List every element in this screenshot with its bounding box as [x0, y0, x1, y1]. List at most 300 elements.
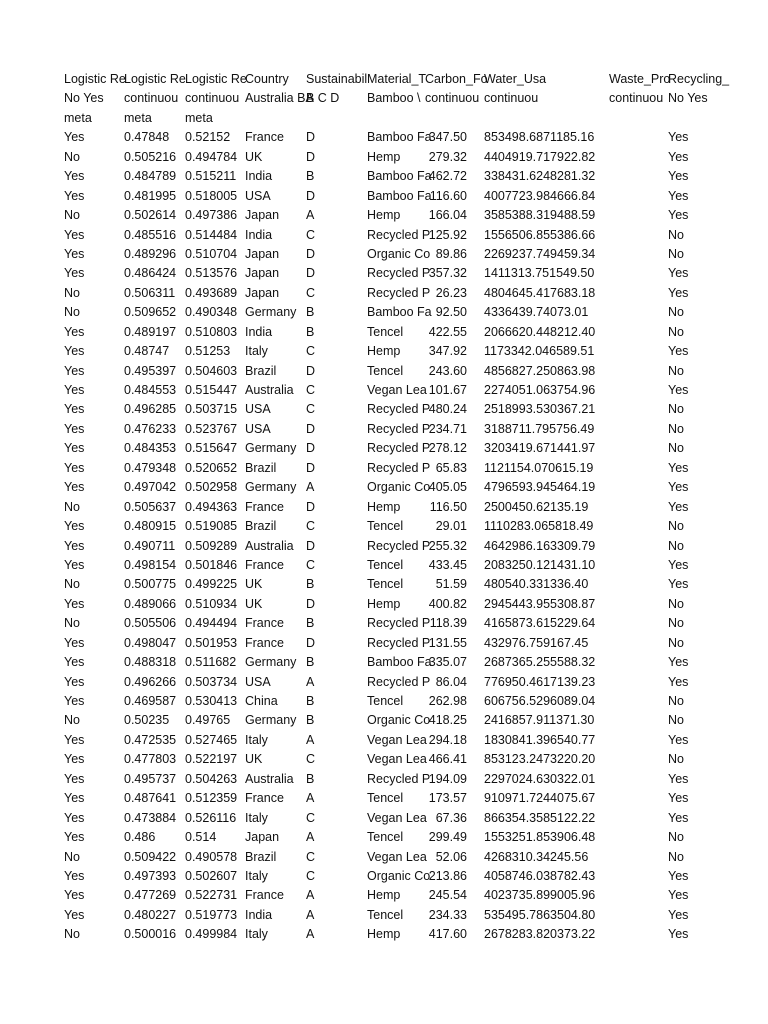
- table-cell[interactable]: 101.67: [428, 383, 467, 397]
- table-cell[interactable]: No: [668, 402, 684, 417]
- table-cell[interactable]: Yes: [64, 169, 85, 184]
- table-cell[interactable]: Recycled P: [367, 674, 431, 689]
- table-cell[interactable]: Yes: [668, 266, 689, 281]
- table-cell[interactable]: Brazil: [245, 460, 277, 475]
- table-cell[interactable]: 243.60: [428, 363, 467, 378]
- table-cell[interactable]: No: [64, 577, 80, 592]
- table-cell[interactable]: India: [245, 227, 273, 242]
- table-cell[interactable]: France: [245, 499, 284, 514]
- table-cell[interactable]: 0.500016: [124, 927, 177, 942]
- table-cell[interactable]: 405.05: [428, 480, 467, 495]
- table-cell[interactable]: Recycled P: [367, 227, 431, 242]
- table-cell[interactable]: USA: [245, 188, 271, 203]
- table-cell[interactable]: 4336439.74073.01: [484, 305, 589, 320]
- table-cell[interactable]: 3585388.319488.59: [484, 208, 596, 223]
- table-cell[interactable]: USA: [245, 402, 271, 417]
- table-cell[interactable]: B: [306, 713, 315, 728]
- table-cell[interactable]: 357.32: [428, 266, 467, 281]
- table-cell[interactable]: 0.499225: [185, 577, 238, 592]
- table-cell[interactable]: Italy: [245, 868, 268, 883]
- table-cell[interactable]: 0.519773: [185, 907, 238, 922]
- table-cell[interactable]: 853498.6871185.16: [484, 130, 595, 145]
- table-cell[interactable]: 0.503715: [185, 402, 238, 417]
- table-cell[interactable]: 0.519085: [185, 519, 238, 534]
- table-cell[interactable]: Carbon_Fo: [425, 72, 488, 86]
- table-cell[interactable]: Australia BA: [245, 91, 314, 106]
- table-cell[interactable]: 0.494363: [185, 499, 238, 514]
- table-cell[interactable]: 347.92: [428, 344, 467, 359]
- table-cell[interactable]: Yes: [668, 771, 689, 786]
- table-cell[interactable]: Logistic Re: [64, 72, 126, 86]
- table-cell[interactable]: A: [306, 732, 315, 747]
- table-cell[interactable]: 0.52152: [185, 130, 231, 145]
- table-cell[interactable]: Recycled P: [367, 266, 431, 281]
- table-cell[interactable]: 2297024.630322.01: [484, 771, 596, 786]
- table-cell[interactable]: Italy: [245, 344, 268, 359]
- table-cell[interactable]: No: [668, 616, 684, 631]
- table-cell[interactable]: 3203419.671441.97: [484, 441, 596, 456]
- table-cell[interactable]: Hemp: [367, 149, 401, 164]
- table-cell[interactable]: 0.495737: [124, 771, 177, 786]
- table-cell[interactable]: D: [306, 363, 316, 378]
- table-cell[interactable]: 0.512359: [185, 791, 238, 806]
- table-cell[interactable]: Logistic Re: [185, 72, 247, 86]
- table-cell[interactable]: Yes: [668, 888, 689, 903]
- table-cell[interactable]: Yes: [64, 130, 85, 145]
- table-cell[interactable]: Yes: [668, 927, 689, 942]
- table-cell[interactable]: No: [64, 499, 80, 514]
- table-cell[interactable]: 0.476233: [124, 421, 177, 436]
- table-cell[interactable]: 0.497042: [124, 480, 177, 495]
- table-cell[interactable]: No: [668, 421, 684, 436]
- table-cell[interactable]: Recycled P: [367, 402, 431, 417]
- table-cell[interactable]: Yes: [668, 460, 689, 475]
- table-cell[interactable]: 776950.4617139.23: [484, 674, 596, 689]
- table-cell[interactable]: 4856827.250863.98: [484, 363, 596, 378]
- table-cell[interactable]: 0.503734: [185, 674, 238, 689]
- table-cell[interactable]: D: [306, 538, 316, 553]
- table-cell[interactable]: 0.498154: [124, 557, 177, 572]
- table-cell[interactable]: USA: [245, 674, 271, 689]
- table-cell[interactable]: 0.489066: [124, 596, 177, 611]
- table-cell[interactable]: 294.18: [428, 732, 467, 747]
- table-cell[interactable]: 0.510704: [185, 246, 238, 261]
- table-cell[interactable]: Organic Co: [367, 713, 431, 728]
- table-cell[interactable]: A: [306, 888, 315, 903]
- table-cell[interactable]: Organic Co: [367, 868, 431, 883]
- table-cell[interactable]: B: [306, 694, 315, 708]
- table-cell[interactable]: Yes: [64, 674, 85, 689]
- table-cell[interactable]: 213.86: [428, 868, 467, 883]
- table-cell[interactable]: 0.520652: [185, 460, 238, 475]
- table-cell[interactable]: 166.04: [428, 208, 467, 223]
- table-cell[interactable]: 0.480915: [124, 519, 177, 534]
- table-cell[interactable]: 278.12: [428, 441, 467, 456]
- table-cell[interactable]: 0.469587: [124, 694, 177, 708]
- table-cell[interactable]: 0.484789: [124, 169, 177, 184]
- table-cell[interactable]: 0.489197: [124, 324, 177, 339]
- table-cell[interactable]: continuou: [185, 91, 240, 106]
- table-cell[interactable]: Tencel: [367, 907, 404, 922]
- table-cell[interactable]: 338431.6248281.32: [484, 169, 596, 184]
- table-cell[interactable]: Tencel: [367, 324, 404, 339]
- table-cell[interactable]: 0.505506: [124, 616, 177, 631]
- table-cell[interactable]: 0.490578: [185, 849, 238, 864]
- table-cell[interactable]: 4023735.899005.96: [484, 888, 596, 903]
- table-cell[interactable]: 0.530413: [185, 694, 238, 708]
- table-cell[interactable]: 432976.759167.45: [484, 635, 589, 650]
- table-cell[interactable]: Yes: [64, 344, 85, 359]
- table-cell[interactable]: No: [668, 713, 684, 728]
- table-cell[interactable]: Japan: [245, 246, 280, 261]
- table-cell[interactable]: 4804645.417683.18: [484, 285, 596, 300]
- table-cell[interactable]: 0.502607: [185, 868, 238, 883]
- table-cell[interactable]: No: [64, 305, 80, 320]
- table-cell[interactable]: 0.513576: [185, 266, 238, 281]
- table-cell[interactable]: 234.33: [428, 907, 467, 922]
- table-cell[interactable]: 2500450.62135.19: [484, 499, 589, 514]
- table-cell[interactable]: continuou: [484, 91, 539, 106]
- table-cell[interactable]: Yes: [64, 635, 85, 650]
- table-cell[interactable]: B: [306, 577, 315, 592]
- table-cell[interactable]: Yes: [64, 266, 85, 281]
- table-cell[interactable]: Yes: [64, 557, 85, 572]
- table-cell[interactable]: D: [306, 421, 316, 436]
- table-cell[interactable]: 1553251.853906.48: [484, 830, 596, 845]
- table-cell[interactable]: Yes: [64, 752, 85, 767]
- table-cell[interactable]: 2416857.911371.30: [484, 713, 595, 728]
- table-cell[interactable]: 0.495397: [124, 363, 177, 378]
- table-cell[interactable]: No: [668, 305, 684, 320]
- table-cell[interactable]: 0.50235: [124, 713, 170, 728]
- table-cell[interactable]: Yes: [64, 480, 85, 495]
- table-cell[interactable]: 1411313.751549.50: [484, 266, 595, 281]
- table-cell[interactable]: Yes: [668, 149, 689, 164]
- table-cell[interactable]: 299.49: [428, 830, 467, 845]
- table-cell[interactable]: B: [306, 324, 315, 339]
- table-cell[interactable]: 29.01: [435, 519, 467, 534]
- table-cell[interactable]: D: [306, 130, 316, 145]
- table-cell[interactable]: 0.502614: [124, 208, 177, 223]
- table-cell[interactable]: B: [306, 169, 315, 184]
- table-cell[interactable]: C: [306, 810, 316, 825]
- table-cell[interactable]: 65.83: [435, 460, 467, 475]
- table-cell[interactable]: 0.477803: [124, 752, 177, 767]
- table-cell[interactable]: D: [306, 246, 316, 261]
- table-cell[interactable]: 335.07: [428, 655, 467, 670]
- table-cell[interactable]: France: [245, 557, 284, 572]
- table-cell[interactable]: No: [668, 596, 684, 611]
- table-cell[interactable]: 0.490711: [124, 538, 176, 553]
- table-cell[interactable]: Yes: [64, 421, 85, 436]
- table-cell[interactable]: Japan: [245, 266, 280, 281]
- table-cell[interactable]: 2518993.530367.21: [484, 402, 596, 417]
- table-cell[interactable]: Yes: [64, 596, 85, 611]
- table-cell[interactable]: Yes: [64, 771, 85, 786]
- table-cell[interactable]: Australia: [245, 538, 294, 553]
- table-cell[interactable]: 2274051.063754.96: [484, 383, 596, 397]
- table-cell[interactable]: No Yes: [668, 91, 708, 106]
- table-cell[interactable]: 26.23: [435, 285, 467, 300]
- table-cell[interactable]: No: [64, 849, 80, 864]
- table-cell[interactable]: Germany: [245, 480, 297, 495]
- table-cell[interactable]: 417.60: [428, 927, 467, 942]
- table-cell[interactable]: Yes: [64, 655, 85, 670]
- table-cell[interactable]: D: [306, 460, 316, 475]
- table-cell[interactable]: Italy: [245, 810, 268, 825]
- table-cell[interactable]: Yes: [668, 907, 689, 922]
- table-cell[interactable]: 0.522731: [185, 888, 238, 903]
- table-cell[interactable]: Organic Co: [367, 480, 431, 495]
- table-cell[interactable]: China: [245, 694, 278, 708]
- table-cell[interactable]: 910971.7244075.67: [484, 791, 596, 806]
- table-cell[interactable]: 466.41: [428, 752, 467, 767]
- table-cell[interactable]: C: [306, 752, 316, 767]
- table-cell[interactable]: No: [668, 363, 684, 378]
- table-cell[interactable]: Yes: [668, 557, 689, 572]
- table-cell[interactable]: 2687365.255588.32: [484, 655, 596, 670]
- table-cell[interactable]: Japan: [245, 208, 280, 223]
- table-cell[interactable]: 347.50: [428, 130, 467, 145]
- table-cell[interactable]: 0.485516: [124, 227, 177, 242]
- table-cell[interactable]: 118.39: [429, 616, 467, 631]
- table-cell[interactable]: USA: [245, 421, 271, 436]
- table-cell[interactable]: 0.511682: [185, 655, 237, 670]
- table-cell[interactable]: 0.481995: [124, 188, 177, 203]
- table-cell[interactable]: Yes: [64, 188, 85, 203]
- table-cell[interactable]: 4058746.038782.43: [484, 868, 596, 883]
- table-cell[interactable]: 422.55: [428, 324, 467, 339]
- table-cell[interactable]: 131.55: [428, 635, 467, 650]
- table-cell[interactable]: 1121154.070615.19: [484, 460, 594, 475]
- table-cell[interactable]: 86.04: [435, 674, 467, 689]
- table-cell[interactable]: 480540.331336.40: [484, 577, 589, 592]
- table-cell[interactable]: 4642986.163309.79: [484, 538, 596, 553]
- table-cell[interactable]: meta: [64, 110, 92, 125]
- table-cell[interactable]: Hemp: [367, 927, 401, 942]
- table-cell[interactable]: 125.92: [428, 227, 467, 242]
- table-cell[interactable]: Sustainabil: [306, 72, 368, 86]
- table-cell[interactable]: No: [668, 849, 684, 864]
- table-cell[interactable]: No: [668, 752, 684, 767]
- table-cell[interactable]: Yes: [64, 888, 85, 903]
- table-cell[interactable]: France: [245, 791, 284, 806]
- table-cell[interactable]: Yes: [64, 324, 85, 339]
- table-cell[interactable]: 0.509652: [124, 305, 177, 320]
- table-cell[interactable]: 2083250.121431.10: [484, 557, 596, 572]
- table-cell[interactable]: Yes: [668, 577, 689, 592]
- table-cell[interactable]: 0.486: [124, 830, 156, 845]
- table-cell[interactable]: A: [306, 791, 315, 806]
- table-cell[interactable]: 853123.2473220.20: [484, 752, 596, 767]
- table-cell[interactable]: Brazil: [245, 519, 277, 534]
- table-cell[interactable]: 173.57: [428, 791, 467, 806]
- table-cell[interactable]: France: [245, 635, 284, 650]
- table-cell[interactable]: Bamboo Fa: [367, 169, 432, 184]
- table-cell[interactable]: D: [306, 635, 316, 650]
- table-cell[interactable]: Japan: [245, 285, 280, 300]
- table-cell[interactable]: No: [64, 149, 80, 164]
- table-cell[interactable]: Australia: [245, 771, 294, 786]
- table-cell[interactable]: 0.509289: [185, 538, 238, 553]
- table-cell[interactable]: Yes: [64, 694, 85, 708]
- table-cell[interactable]: Yes: [64, 810, 85, 825]
- table-cell[interactable]: C: [306, 849, 316, 864]
- table-cell[interactable]: Water_Usa: [484, 72, 547, 86]
- table-cell[interactable]: Tencel: [367, 694, 404, 708]
- table-cell[interactable]: 279.32: [428, 149, 467, 164]
- table-cell[interactable]: D: [306, 149, 316, 164]
- table-cell[interactable]: D: [306, 266, 316, 281]
- table-cell[interactable]: 0.523767: [185, 421, 238, 436]
- table-cell[interactable]: 255.32: [428, 538, 467, 553]
- table-cell[interactable]: Brazil: [245, 363, 277, 378]
- table-cell[interactable]: Country: [245, 72, 289, 86]
- table-cell[interactable]: 4007723.984666.84: [484, 188, 596, 203]
- table-cell[interactable]: Bamboo Fa: [367, 305, 432, 320]
- table-cell[interactable]: 606756.5296089.04: [484, 694, 596, 708]
- table-cell[interactable]: Recycled P: [367, 421, 431, 436]
- table-cell[interactable]: 0.504263: [185, 771, 238, 786]
- table-cell[interactable]: continuou: [425, 91, 480, 106]
- table-cell[interactable]: 0.497386: [185, 208, 238, 223]
- table-cell[interactable]: 400.82: [428, 596, 467, 611]
- table-cell[interactable]: Australia: [245, 383, 294, 397]
- table-cell[interactable]: Logistic Re: [124, 72, 186, 86]
- table-cell[interactable]: Recycled P: [367, 616, 431, 631]
- table-cell[interactable]: 0.480227: [124, 907, 177, 922]
- table-cell[interactable]: D: [306, 596, 316, 611]
- table-cell[interactable]: 0.504603: [185, 363, 238, 378]
- table-cell[interactable]: Recycled P: [367, 635, 431, 650]
- table-cell[interactable]: 0.514: [185, 830, 217, 845]
- table-cell[interactable]: Yes: [668, 344, 689, 359]
- table-cell[interactable]: A: [306, 480, 315, 495]
- table-cell[interactable]: 92.50: [435, 305, 467, 320]
- table-cell[interactable]: A: [306, 674, 315, 689]
- table-cell[interactable]: B: [306, 771, 315, 786]
- table-cell[interactable]: No: [668, 246, 684, 261]
- table-cell[interactable]: B: [306, 305, 315, 320]
- table-cell[interactable]: Italy: [245, 927, 268, 942]
- table-cell[interactable]: No Yes: [64, 91, 104, 106]
- table-cell[interactable]: Bamboo \: [367, 91, 421, 106]
- table-cell[interactable]: Recycled P: [367, 285, 431, 300]
- table-cell[interactable]: 262.98: [428, 694, 467, 708]
- table-cell[interactable]: 535495.7863504.80: [484, 907, 596, 922]
- table-cell[interactable]: Recycled P: [367, 460, 431, 475]
- table-cell[interactable]: 0.515647: [185, 441, 238, 456]
- table-cell[interactable]: Tencel: [367, 830, 404, 845]
- table-cell[interactable]: 0.498047: [124, 635, 177, 650]
- table-cell[interactable]: 0.496266: [124, 674, 177, 689]
- table-cell[interactable]: 0.509422: [124, 849, 177, 864]
- table-cell[interactable]: 0.487641: [124, 791, 177, 806]
- table-cell[interactable]: meta: [124, 110, 152, 125]
- table-cell[interactable]: UK: [245, 577, 263, 592]
- table-cell[interactable]: 52.06: [435, 849, 467, 864]
- table-cell[interactable]: 0.494494: [185, 616, 238, 631]
- table-cell[interactable]: Yes: [668, 499, 689, 514]
- table-cell[interactable]: 2945443.955308.87: [484, 596, 596, 611]
- table-cell[interactable]: Yes: [64, 732, 85, 747]
- table-cell[interactable]: 0.47848: [124, 130, 170, 145]
- table-cell[interactable]: Yes: [668, 285, 689, 300]
- table-cell[interactable]: 0.497393: [124, 868, 177, 883]
- table-cell[interactable]: continuou: [609, 91, 664, 106]
- table-cell[interactable]: Yes: [668, 169, 689, 184]
- table-cell[interactable]: 1556506.855386.66: [484, 227, 596, 242]
- table-cell[interactable]: 480.24: [428, 402, 467, 417]
- table-cell[interactable]: 0.496285: [124, 402, 177, 417]
- table-cell[interactable]: No: [668, 519, 684, 534]
- table-cell[interactable]: Vegan Lea: [367, 383, 427, 397]
- table-cell[interactable]: UK: [245, 596, 263, 611]
- table-cell[interactable]: 462.72: [428, 169, 467, 184]
- table-cell[interactable]: 4404919.717922.82: [484, 149, 596, 164]
- table-cell[interactable]: 0.493689: [185, 285, 238, 300]
- table-cell[interactable]: Tencel: [367, 791, 404, 806]
- table-cell[interactable]: Yes: [64, 383, 85, 397]
- table-cell[interactable]: Yes: [668, 732, 689, 747]
- table-cell[interactable]: 2066620.448212.40: [484, 324, 596, 339]
- table-cell[interactable]: Yes: [668, 188, 689, 203]
- table-cell[interactable]: 234.71: [428, 421, 467, 436]
- table-cell[interactable]: Recycling_: [668, 72, 730, 86]
- table-cell[interactable]: 116.60: [429, 188, 467, 203]
- table-cell[interactable]: Waste_Pro: [609, 72, 671, 86]
- table-cell[interactable]: Yes: [668, 383, 689, 397]
- table-cell[interactable]: 0.505216: [124, 149, 177, 164]
- table-cell[interactable]: No: [668, 694, 684, 708]
- table-cell[interactable]: A: [306, 208, 315, 223]
- table-cell[interactable]: A: [306, 830, 315, 845]
- table-cell[interactable]: No: [668, 538, 684, 553]
- table-cell[interactable]: France: [245, 130, 284, 145]
- table-cell[interactable]: Yes: [64, 538, 85, 553]
- table-cell[interactable]: D: [306, 188, 316, 203]
- table-cell[interactable]: 0.473884: [124, 810, 177, 825]
- table-cell[interactable]: Hemp: [367, 344, 401, 359]
- table-cell[interactable]: No: [668, 324, 684, 339]
- table-cell[interactable]: No: [668, 227, 684, 242]
- table-cell[interactable]: Yes: [668, 791, 689, 806]
- table-cell[interactable]: 0.510934: [185, 596, 238, 611]
- table-cell[interactable]: 433.45: [428, 557, 467, 572]
- table-cell[interactable]: 0.522197: [185, 752, 238, 767]
- table-cell[interactable]: 0.477269: [124, 888, 177, 903]
- table-cell[interactable]: Yes: [64, 402, 85, 417]
- table-cell[interactable]: India: [245, 907, 273, 922]
- table-cell[interactable]: Recycled P: [367, 441, 431, 456]
- table-cell[interactable]: No: [668, 830, 684, 845]
- table-cell[interactable]: Tencel: [367, 577, 404, 592]
- table-cell[interactable]: 0.49765: [185, 713, 231, 728]
- table-cell[interactable]: 0.488318: [124, 655, 177, 670]
- table-cell[interactable]: 1173342.046589.51: [484, 344, 595, 359]
- table-cell[interactable]: Recycled P: [367, 771, 431, 786]
- table-cell[interactable]: Bamboo Fa: [367, 655, 432, 670]
- table-cell[interactable]: Vegan Lea: [367, 810, 427, 825]
- table-cell[interactable]: meta: [185, 110, 213, 125]
- table-cell[interactable]: No: [64, 208, 80, 223]
- table-cell[interactable]: Germany: [245, 305, 297, 320]
- table-cell[interactable]: 866354.3585122.22: [484, 810, 596, 825]
- table-cell[interactable]: Hemp: [367, 888, 401, 903]
- table-cell[interactable]: No: [64, 616, 80, 631]
- table-cell[interactable]: C: [306, 402, 316, 417]
- table-cell[interactable]: No: [64, 927, 80, 942]
